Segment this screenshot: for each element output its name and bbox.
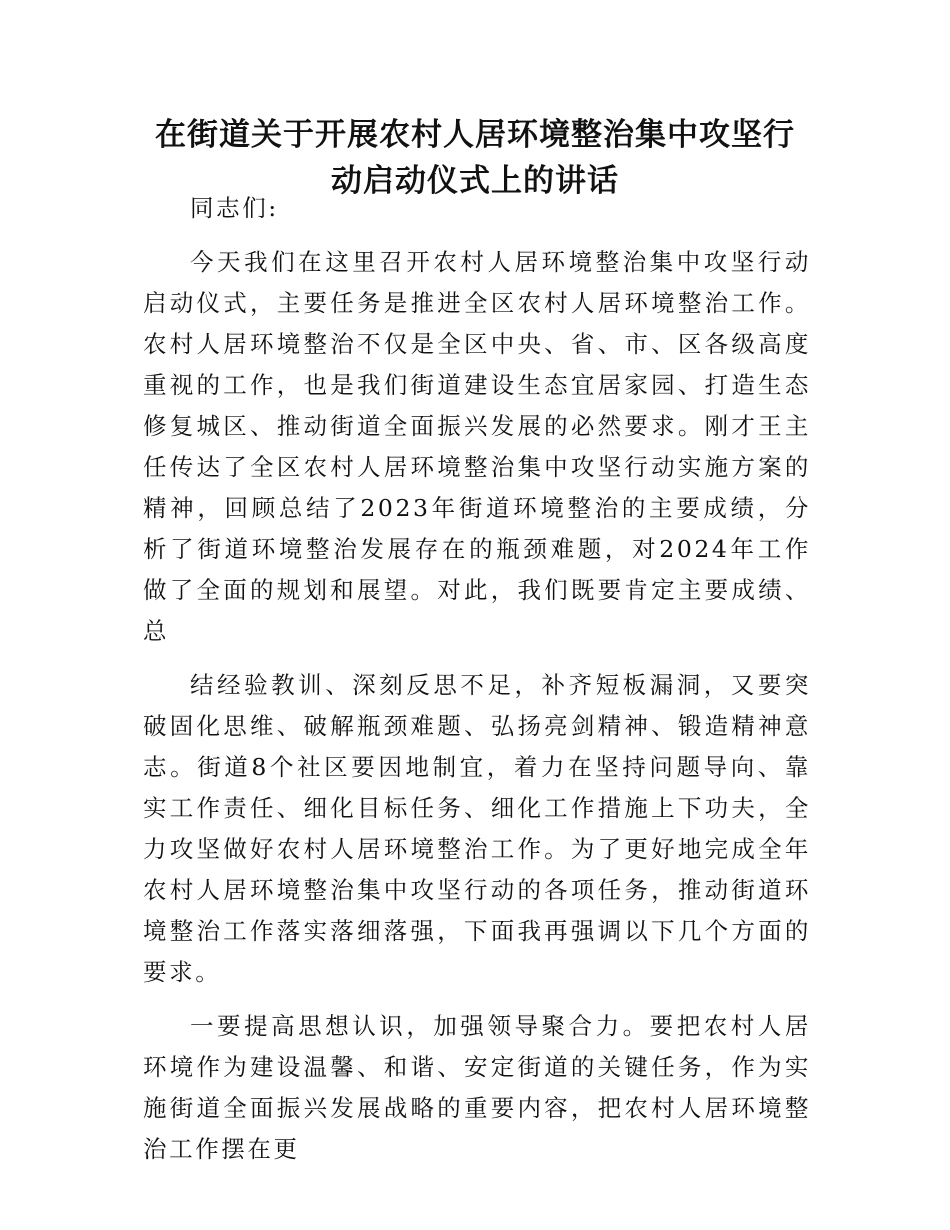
paragraph-3: 一要提高思想认识，加强领导聚合力。要把农村人居环境作为建设温馨、和谐、安定街道的关键任务，作为实施街道全面振兴发展战略的重要内容，把农村人居环境整治工作摆在更 xyxy=(143,1012,811,1163)
salutation: 同志们: xyxy=(190,194,279,222)
document-body xyxy=(143,188,811,1183)
document-title: 在街道关于开展农村人居环境整治集中攻坚行动启动仪式上的讲话 xyxy=(155,117,795,199)
paragraph-1: 今天我们在这里召开农村人居环境整治集中攻坚行动启动仪式，主要任务是推进全区农村人居环境整治工作。农村人居环境整治不仅是全区中央、省、市、区各级高度重视的工作，也是我们街道建设生态宜居家园、打造生态修复城区、推动街道全面振兴发展的必然要求。刚才王主任传达了全区农村人居环境整治集中攻坚行动实施方案的精神，回顾总结了2023年街道环境整治的主要成绩，分析了街道环境整治发展存在的瓶颈难题，对2024年工作做了全面的规划和展望。对此，我们既要肯定主要成绩、总 xyxy=(143,248,811,645)
paragraph-2: 结经验教训、深刻反思不足，补齐短板漏洞，又要突破固化思维、破解瓶颈难题、弘扬亮剑精神、锻造精神意志。街道8个社区要因地制宜，着力在坚持问题导向、靠实工作责任、细化目标任务、细化工作措施上下功夫，全力攻坚做好农村人居环境整治工作。为了更好地完成全年农村人居环境整治集中攻坚行动的各项任务，推动街道环境整治工作落实落细落强，下面我再强调以下几个方面的要求。 xyxy=(143,671,811,986)
